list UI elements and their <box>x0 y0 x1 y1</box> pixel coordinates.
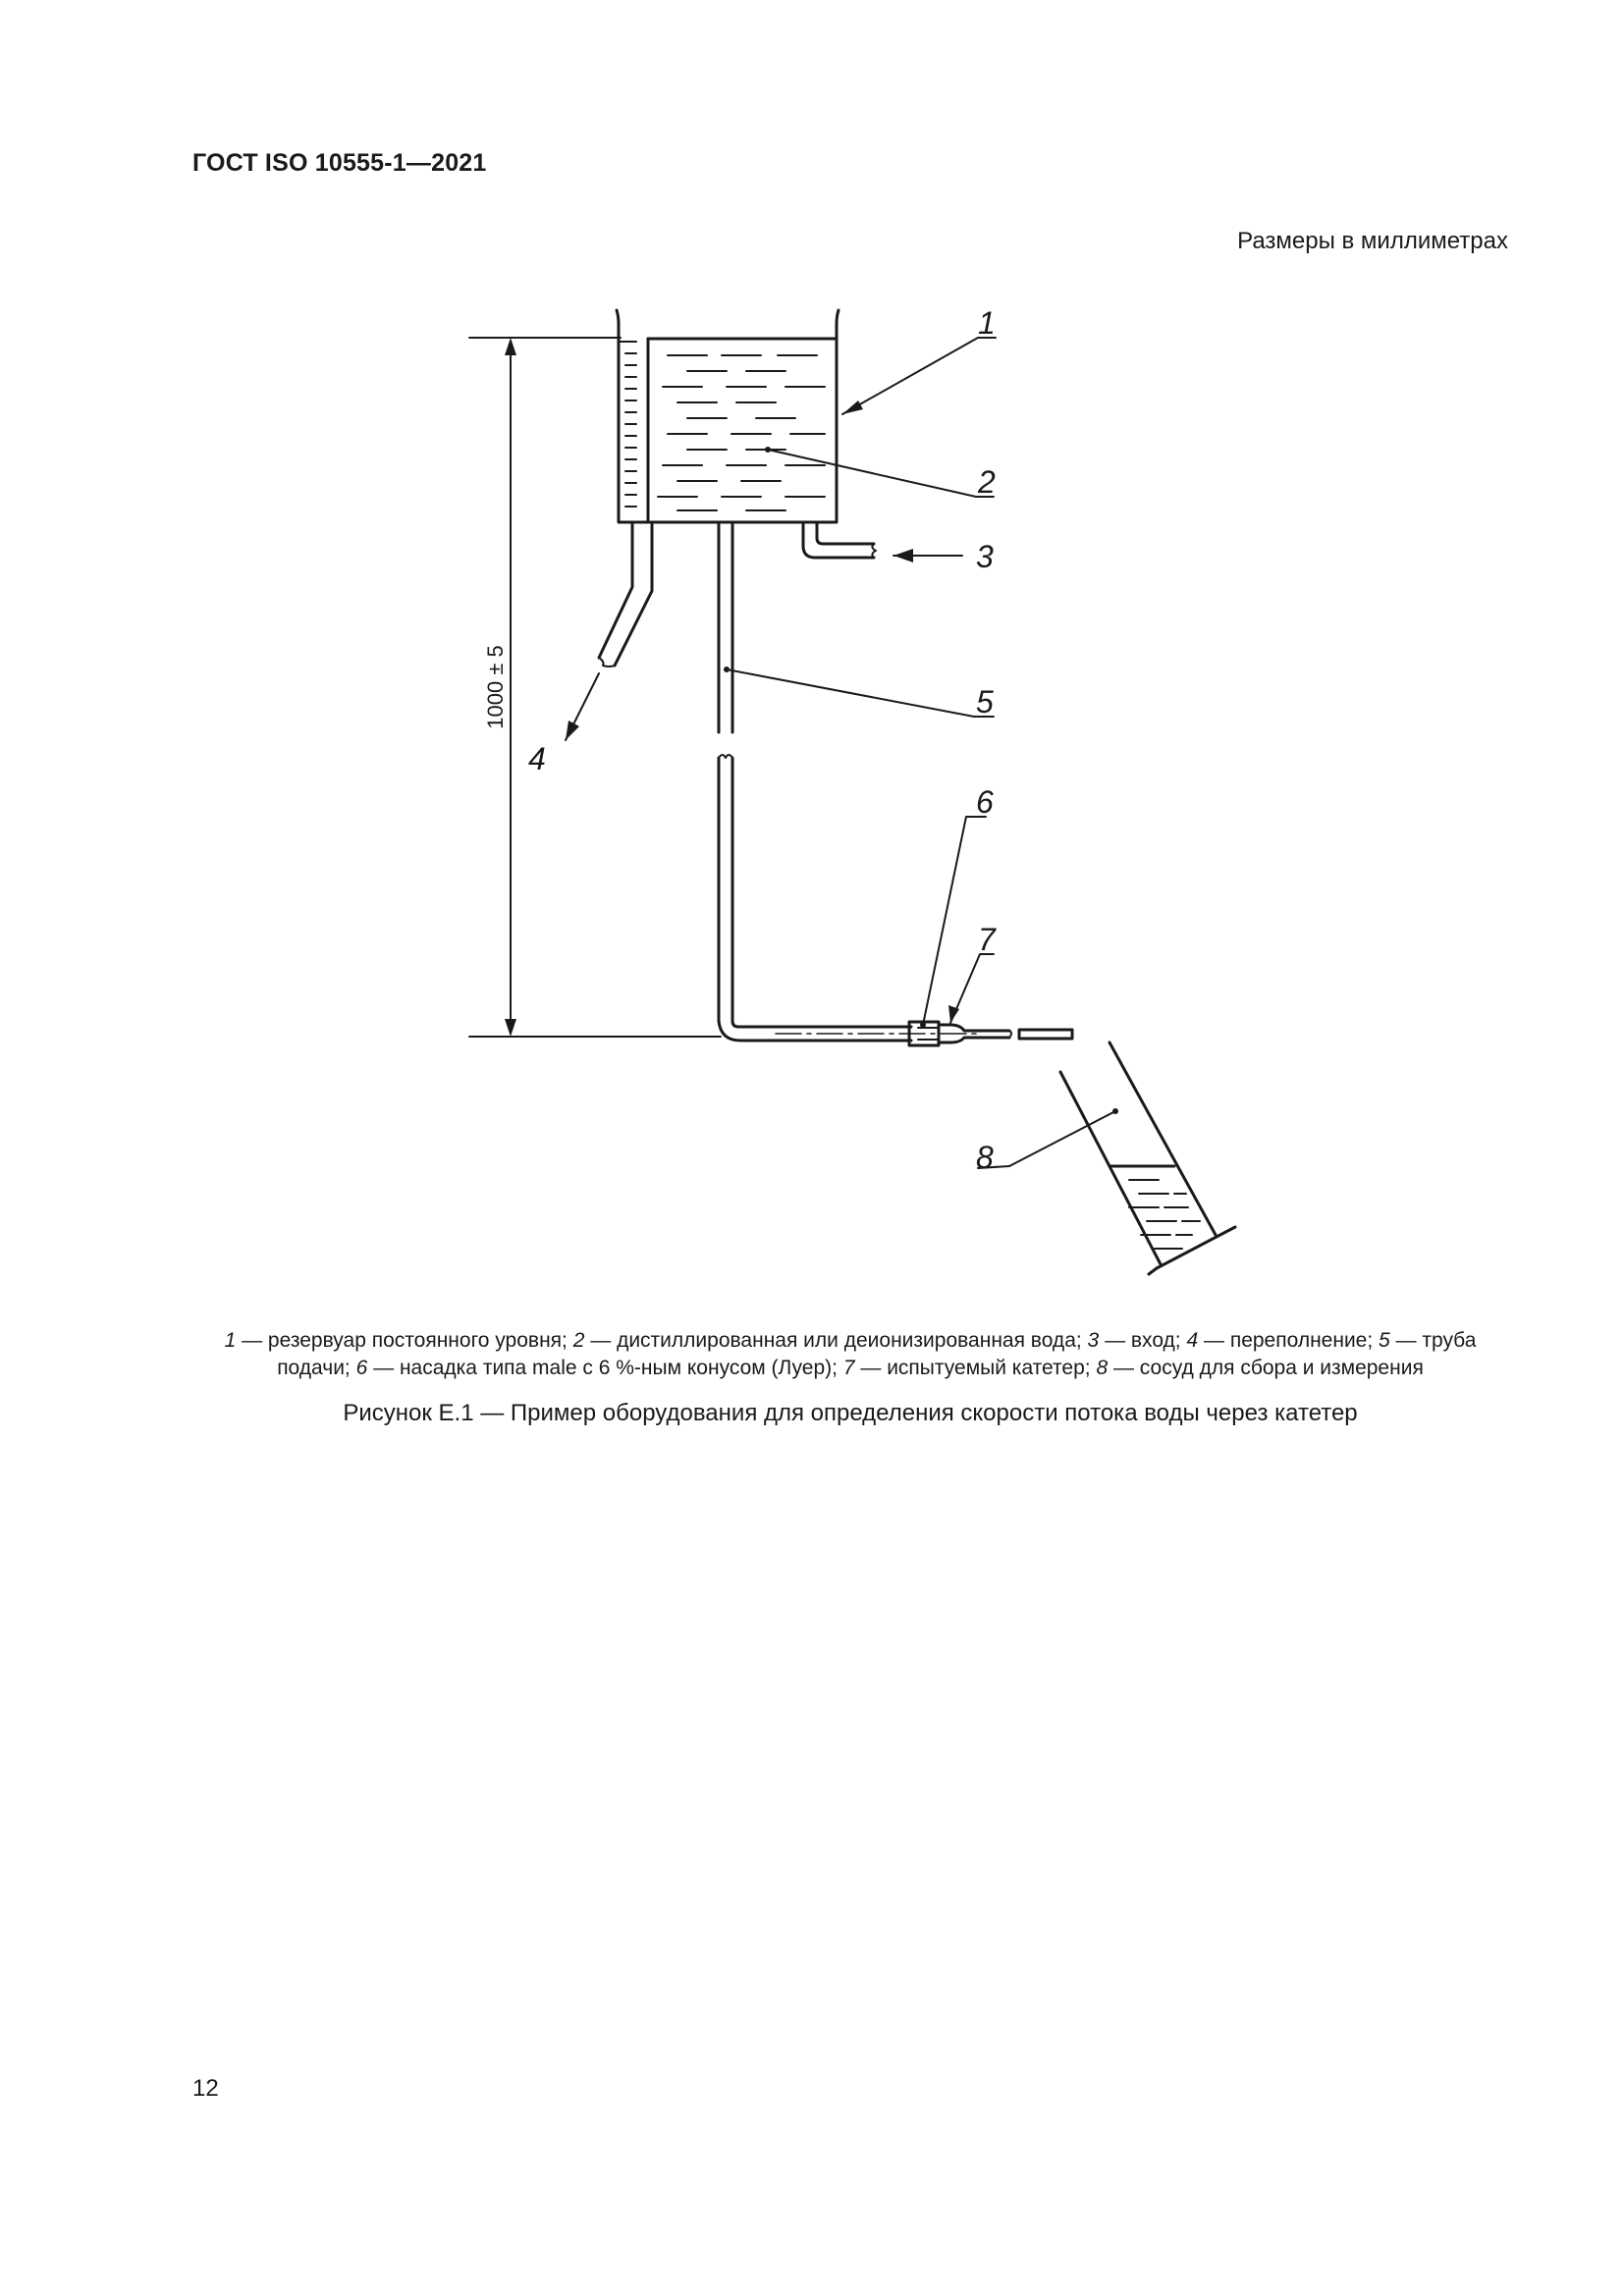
document-header: ГОСТ ISO 10555-1—2021 <box>192 149 487 177</box>
callout-1: 1 <box>978 305 996 341</box>
callout-4: 4 <box>528 741 546 776</box>
overflow-pipe <box>599 522 652 666</box>
figure-caption: Рисунок Е.1 — Пример оборудования для определения скорости потока воды через катетер <box>343 1400 1358 1426</box>
dimension-label: 1000 ± 5 <box>483 645 508 729</box>
inlet-pipe <box>803 522 874 558</box>
callout-8: 8 <box>976 1140 994 1175</box>
callout-2: 2 <box>978 464 996 500</box>
legend-item-7: 7 — испытуемый катетер; <box>842 1357 1097 1379</box>
water <box>658 355 825 510</box>
legend-item-8: 8 — сосуд для сбора и измерения <box>1096 1357 1424 1379</box>
collection-vessel <box>1060 1042 1235 1274</box>
callout-3: 3 <box>976 539 994 574</box>
legend-item-6: 6 — насадка типа male с 6 %-ным конусом (Луер); <box>355 1357 843 1379</box>
legend-item-2: 2 — дистиллированная или деионизированная вода; <box>572 1329 1088 1352</box>
legend-item-4: 4 — переполнение; <box>1186 1329 1380 1352</box>
legend-item-3: 3 — вход; <box>1087 1329 1187 1352</box>
overflow-scale <box>625 353 636 507</box>
page-number: 12 <box>192 2075 219 2102</box>
callout-5: 5 <box>976 684 994 720</box>
callout-7: 7 <box>978 922 996 957</box>
legend-item-5: 5 — труба подачи; <box>277 1329 1477 1379</box>
figure-legend <box>192 1327 1508 1382</box>
units-note: Размеры в миллиметрах <box>1237 228 1508 254</box>
supply-tube <box>719 522 911 1041</box>
legend-item-1: 1 — резервуар постоянного уровня; <box>224 1329 573 1352</box>
reservoir <box>617 310 839 522</box>
callout-6: 6 <box>976 784 994 820</box>
